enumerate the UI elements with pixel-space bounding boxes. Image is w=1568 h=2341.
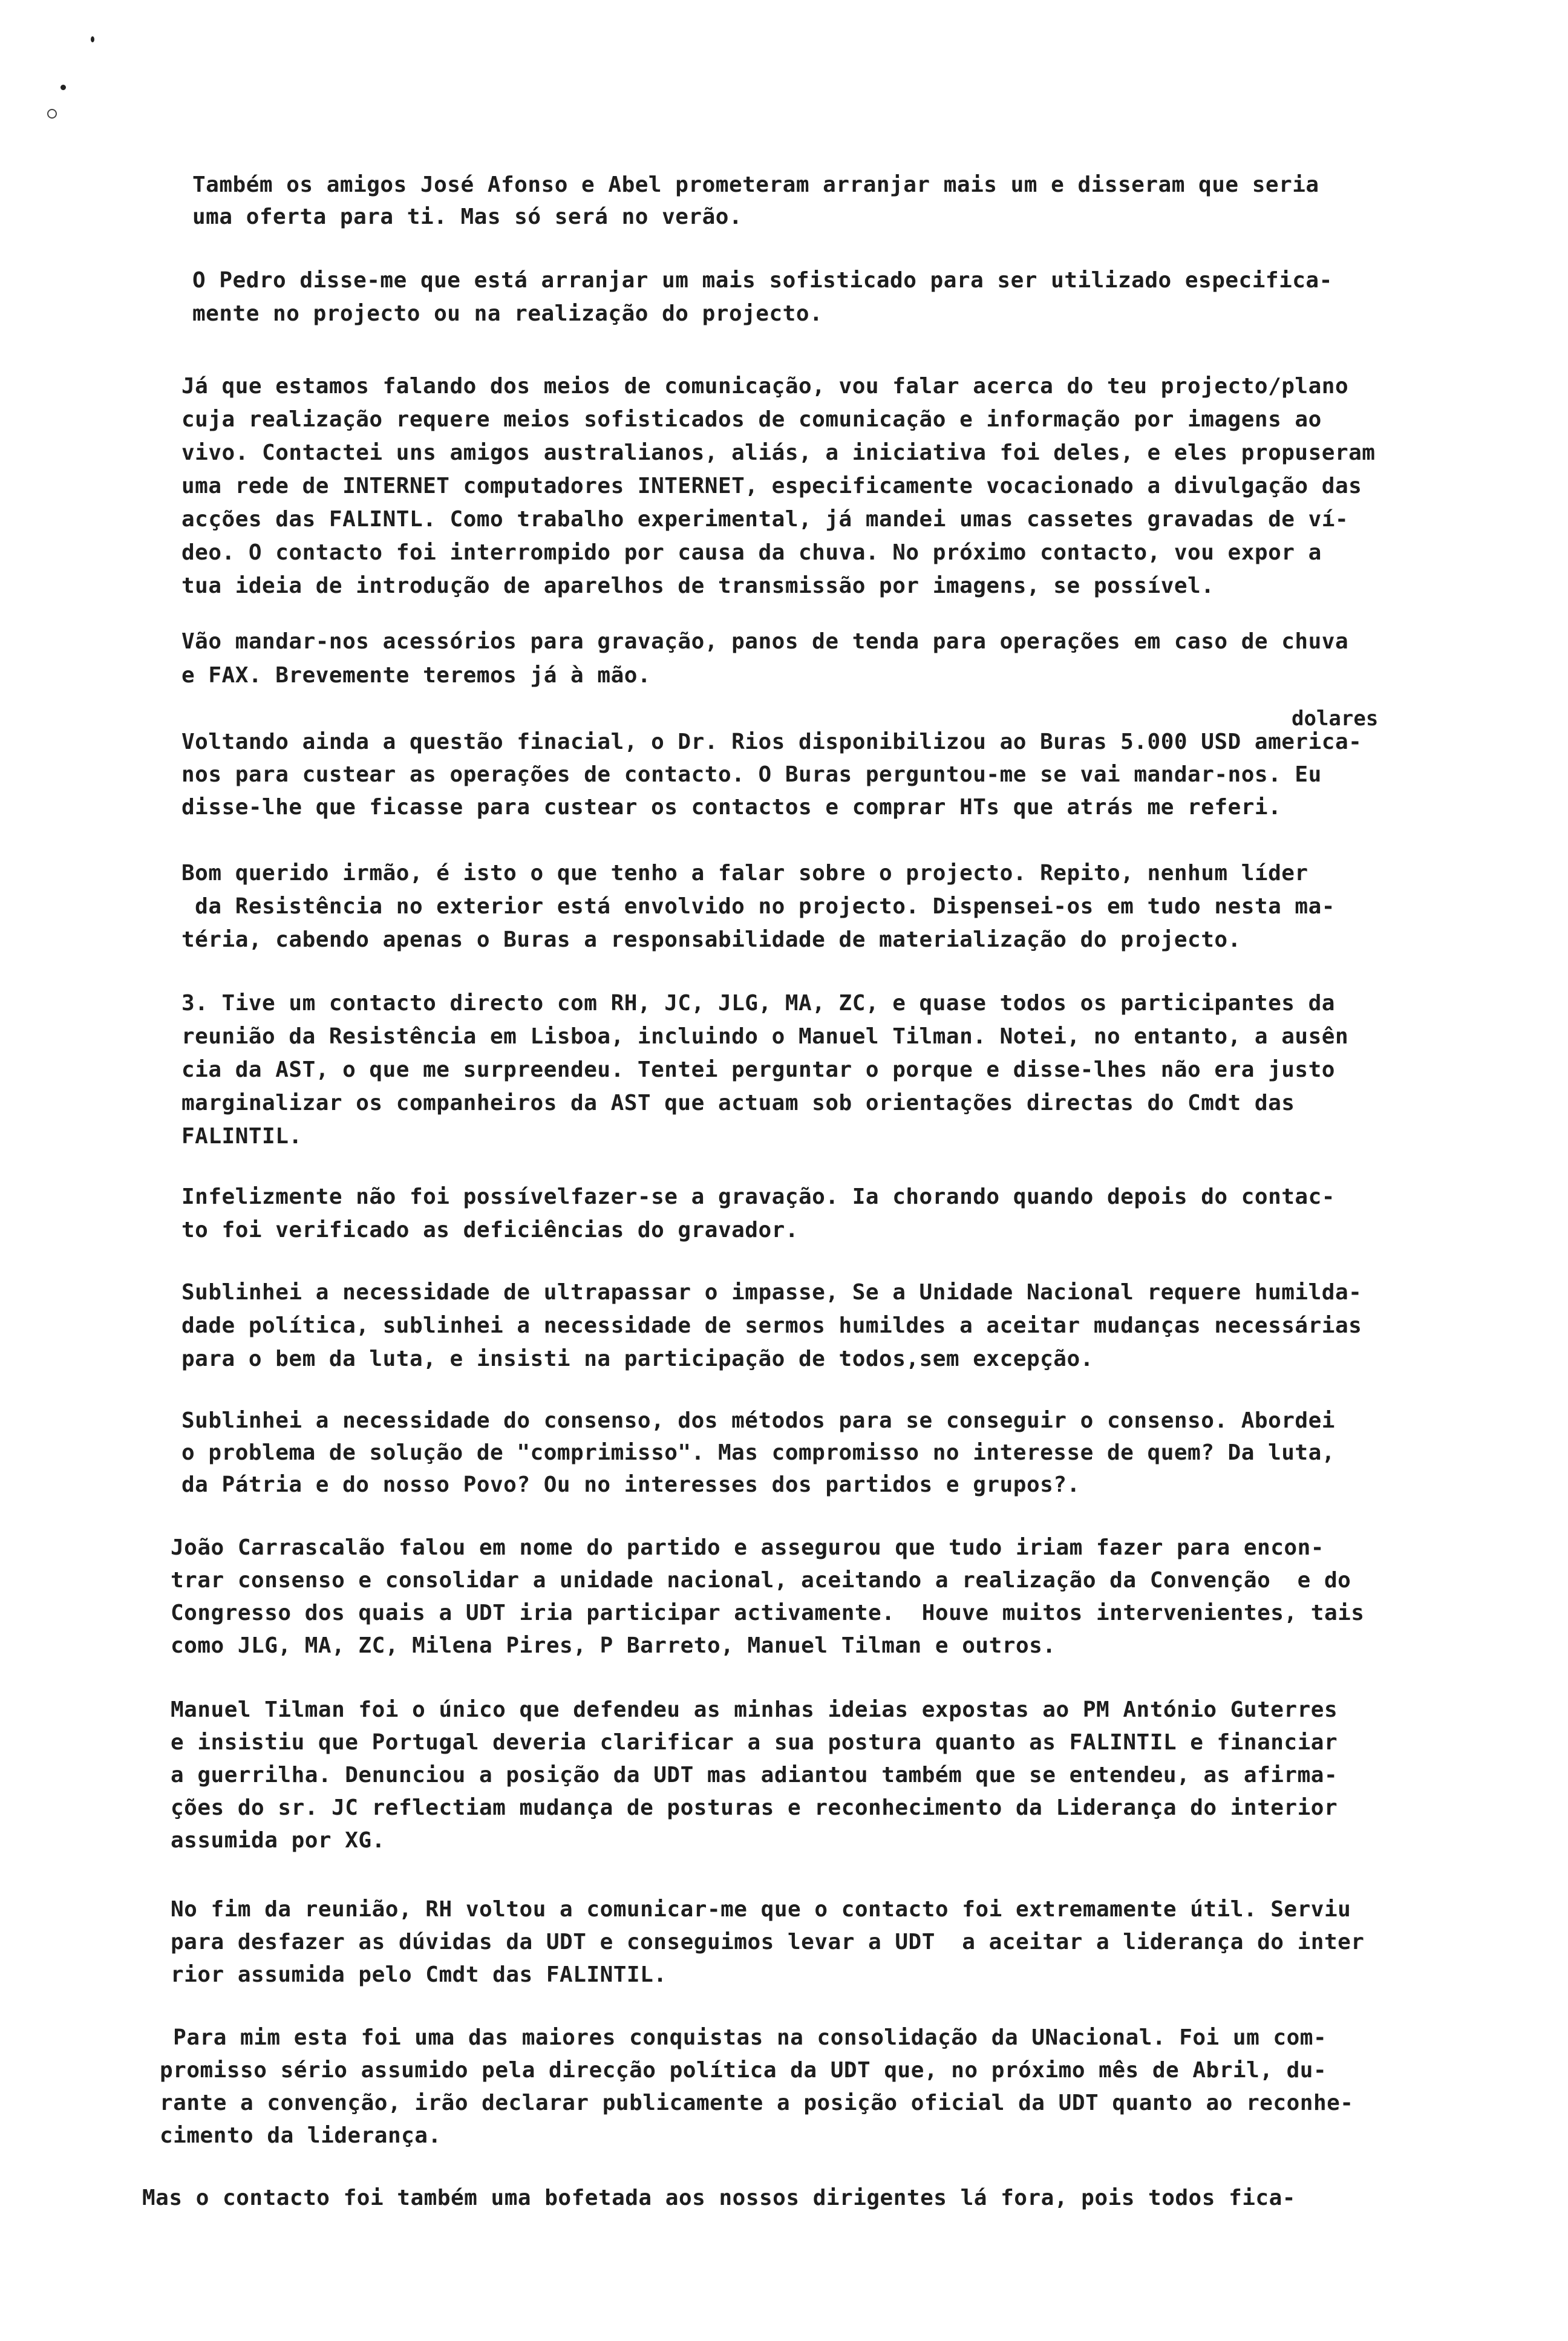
- text-line: Já que estamos falando dos meios de comunicação, vou falar acerca do teu projecto/plano: [181, 374, 1349, 399]
- text-line: rante a convenção, irão declarar publicamente a posição oficial da UDT quanto ao reconhe-: [160, 2091, 1354, 2115]
- text-line: o problema de solução de "comprimisso". Mas compromisso no interesse de quem? Da luta,: [181, 1440, 1335, 1465]
- text-line: uma rede de INTERNET computadores INTERNET, especificamente vocacionado a divulgação das: [181, 474, 1362, 498]
- text-line: Também os amigos José Afonso e Abel prometeram arranjar mais um e disseram que seria: [192, 172, 1319, 197]
- text-line: Para mim esta foi uma das maiores conquistas na consolidação da UNacional. Foi um com-: [160, 2025, 1327, 2050]
- text-line: trar consenso e consolidar a unidade nacional, aceitando a realização da Convenção e do: [171, 1568, 1351, 1593]
- stray-ink-ring: [47, 109, 57, 119]
- text-line: Congresso dos quais a UDT iria participar activamente. Houve muitos intervenientes, tais: [171, 1601, 1365, 1625]
- text-line: João Carrascalão falou em nome do partido e assegurou que tudo iriam fazer para encon-: [171, 1535, 1324, 1560]
- text-line: reunião da Resistência em Lisboa, incluindo o Manuel Tilman. Notei, no entanto, a ausên: [181, 1024, 1349, 1049]
- text-line: ções do sr. JC reflectiam mudança de posturas e reconhecimento da Liderança do interior: [171, 1795, 1338, 1820]
- text-line: e insistiu que Portugal deveria clarificar a sua postura quanto as FALINTIL e financiar: [171, 1730, 1338, 1755]
- text-line: a guerrilha. Denunciou a posição da UDT mas adiantou também que se entendeu, as afirma-: [171, 1763, 1338, 1788]
- handwritten-annotation: dolares: [1292, 707, 1379, 731]
- text-line: No fim da reunião, RH voltou a comunicar-me que o contacto foi extremamente útil. Serviu: [171, 1897, 1351, 1922]
- stray-ink-mark: [91, 36, 94, 42]
- text-line: O Pedro disse-me que está arranjar um mais sofisticado para ser utilizado especifica-: [192, 268, 1333, 293]
- text-line: da Pátria e do nosso Povo? Ou no interesses dos partidos e grupos?.: [181, 1472, 1080, 1497]
- text-line: da Resistência no exterior está envolvido no projecto. Dispensei-os em tudo nesta ma-: [181, 894, 1335, 919]
- text-line: cuja realização requere meios sofisticados de comunicação e informação por imagens ao: [181, 407, 1322, 432]
- text-line: 3. Tive um contacto directo com RH, JC, JLG, MA, ZC, e quase todos os participantes da: [181, 991, 1335, 1016]
- text-line: Infelizmente não foi possívelfazer-se a gravação. Ia chorando quando depois do contac-: [181, 1184, 1335, 1209]
- text-line: cimento da liderança.: [160, 2123, 442, 2148]
- text-line: promisso sério assumido pela direcção política da UDT que, no próximo mês de Abril, du-: [160, 2058, 1327, 2083]
- text-line: Manuel Tilman foi o único que defendeu as minhas ideias expostas ao PM António Guterres: [171, 1697, 1338, 1722]
- text-line: Vão mandar-nos acessórios para gravação, panos de tenda para operações em caso de chuva: [181, 629, 1349, 654]
- text-line: marginalizar os companheiros da AST que actuam sob orientações directas do Cmdt das: [181, 1091, 1295, 1115]
- text-line: Sublinhei a necessidade do consenso, dos métodos para se conseguir o consenso. Abordei: [181, 1408, 1335, 1433]
- text-line: téria, cabendo apenas o Buras a responsabilidade de materialização do projecto.: [181, 927, 1241, 952]
- text-line: rior assumida pelo Cmdt das FALINTIL.: [171, 1962, 667, 1987]
- text-line: Sublinhei a necessidade de ultrapassar o impasse, Se a Unidade Nacional requere humilda-: [181, 1280, 1362, 1305]
- text-line: Voltando ainda a questão finacial, o Dr. Rios disponibilizou ao Buras 5.000 USD america-: [181, 730, 1362, 754]
- text-line: vivo. Contactei uns amigos australianos, aliás, a iniciativa foi deles, e eles propuseram: [181, 440, 1376, 465]
- text-line: deo. O contacto foi interrompido por causa da chuva. No próximo contacto, vou expor a: [181, 540, 1322, 565]
- text-line: como JLG, MA, ZC, Milena Pires, P Barreto, Manuel Tilman e outros.: [171, 1633, 1056, 1658]
- text-line: nos para custear as operações de contacto. O Buras perguntou-me se vai mandar-nos. Eu: [181, 762, 1322, 787]
- text-line: cia da AST, o que me surpreendeu. Tentei perguntar o porque e disse-lhes não era justo: [181, 1057, 1335, 1082]
- text-line: dade política, sublinhei a necessidade de sermos humildes a aceitar mudanças necessárias: [181, 1313, 1362, 1338]
- text-line: para o bem da luta, e insisti na participação de todos,sem excepção.: [181, 1347, 1094, 1371]
- text-line: e FAX. Brevemente teremos já à mão.: [181, 663, 652, 688]
- text-line: to foi verificado as deficiências do gravador.: [181, 1218, 799, 1242]
- text-line: acções das FALINTL. Como trabalho experimental, já mandei umas cassetes gravadas de ví-: [181, 507, 1349, 532]
- text-line: para desfazer as dúvidas da UDT e conseguimos levar a UDT a aceitar a liderança do inter: [171, 1930, 1365, 1954]
- text-line: FALINTIL.: [181, 1124, 302, 1149]
- text-line: Bom querido irmão, é isto o que tenho a falar sobre o projecto. Repito, nenhum líder: [181, 861, 1308, 886]
- text-line: assumida por XG.: [171, 1828, 385, 1853]
- text-line: disse-lhe que ficasse para custear os contactos e comprar HTs que atrás me referi.: [181, 795, 1282, 820]
- text-line: Mas o contacto foi também uma bofetada aos nossos dirigentes lá fora, pois todos fica-: [142, 2186, 1296, 2210]
- stray-ink-dot: [60, 85, 66, 90]
- text-line: mente no projecto ou na realização do projecto.: [192, 301, 823, 326]
- text-line: uma oferta para ti. Mas só será no verão.: [192, 204, 743, 229]
- text-line: tua ideia de introdução de aparelhos de transmissão por imagens, se possível.: [181, 573, 1215, 598]
